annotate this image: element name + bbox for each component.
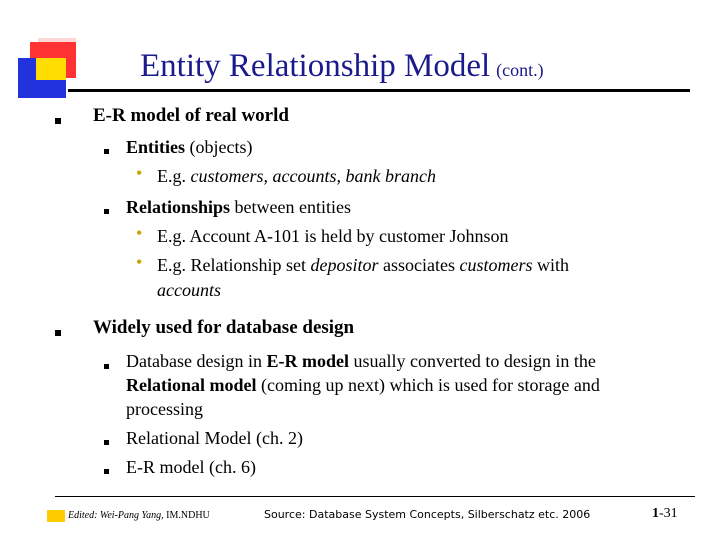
- footer-source: Source: Database System Concepts, Silberschatz etc. 2006: [264, 508, 591, 521]
- bullet-relationships: [126, 196, 351, 218]
- entities-example: [157, 165, 436, 187]
- bullet-marker: [104, 209, 109, 214]
- bullet-marker: [104, 364, 109, 369]
- bullet-er-model-ch6: E-R model (ch. 6): [126, 457, 256, 477]
- footer-editor: [68, 510, 210, 521]
- bullet-marker: [104, 149, 109, 154]
- example-text: E.g. Relationship set: [157, 255, 311, 275]
- entities-desc: (objects): [185, 137, 253, 157]
- entities-term: Entities: [126, 137, 186, 157]
- design-line-3: processing: [126, 399, 203, 419]
- relationships-term: Relationships: [126, 197, 231, 217]
- design-text: (coming up next) which is used for storage and: [256, 375, 600, 395]
- bullet-widely-used: Widely used for database design: [93, 317, 355, 338]
- sub-bullet-dot: •: [136, 223, 143, 243]
- design-line-1: [126, 350, 596, 372]
- sub-bullet-dot: •: [136, 252, 143, 272]
- bullet-marker: [55, 118, 61, 124]
- slide-title-suffix: (cont.): [496, 60, 544, 80]
- footer-editor-name: Edited: Wei-Pang Yang,: [68, 510, 167, 521]
- example-text: associates: [378, 255, 460, 275]
- footer-marker: [47, 510, 65, 522]
- bullet-marker: [55, 330, 61, 336]
- sub-bullet-dot: •: [136, 163, 143, 183]
- example-entities: customers, accounts, bank branch: [190, 166, 436, 186]
- bullet-er-model: E-R model of real world: [93, 105, 289, 126]
- design-relational-model: Relational model: [126, 375, 257, 395]
- slide-page: -31: [659, 506, 678, 521]
- example-depositor: depositor: [310, 255, 379, 275]
- slide-number: [652, 506, 678, 522]
- slide-title-main: Entity Relationship Model: [140, 48, 491, 84]
- footer-institution: IM.NDHU: [166, 510, 210, 521]
- example-text: with: [532, 255, 569, 275]
- example-accounts: accounts: [157, 280, 221, 300]
- design-er-model: E-R model: [266, 351, 349, 371]
- example-prefix: E.g.: [157, 166, 191, 186]
- design-text: Database design in: [126, 351, 267, 371]
- bullet-relational-model: Relational Model (ch. 2): [126, 428, 303, 448]
- title-divider: [68, 89, 690, 92]
- bullet-marker: [104, 440, 109, 445]
- slide-chapter: 1: [652, 506, 659, 521]
- bullet-entities: [126, 136, 253, 158]
- design-text: usually converted to design in the: [348, 351, 596, 371]
- relationship-example-2-cont: [157, 279, 221, 301]
- slide-title: [140, 48, 544, 85]
- relationship-example-2: [157, 254, 569, 276]
- decoration-yellow-square: [36, 58, 66, 80]
- example-customers: customers: [459, 255, 533, 275]
- bullet-marker: [104, 469, 109, 474]
- relationships-desc: between entities: [230, 197, 351, 217]
- relationship-example-1: E.g. Account A-101 is held by customer Johnson: [157, 226, 509, 246]
- design-line-2: [126, 374, 600, 396]
- footer-divider: [55, 496, 695, 497]
